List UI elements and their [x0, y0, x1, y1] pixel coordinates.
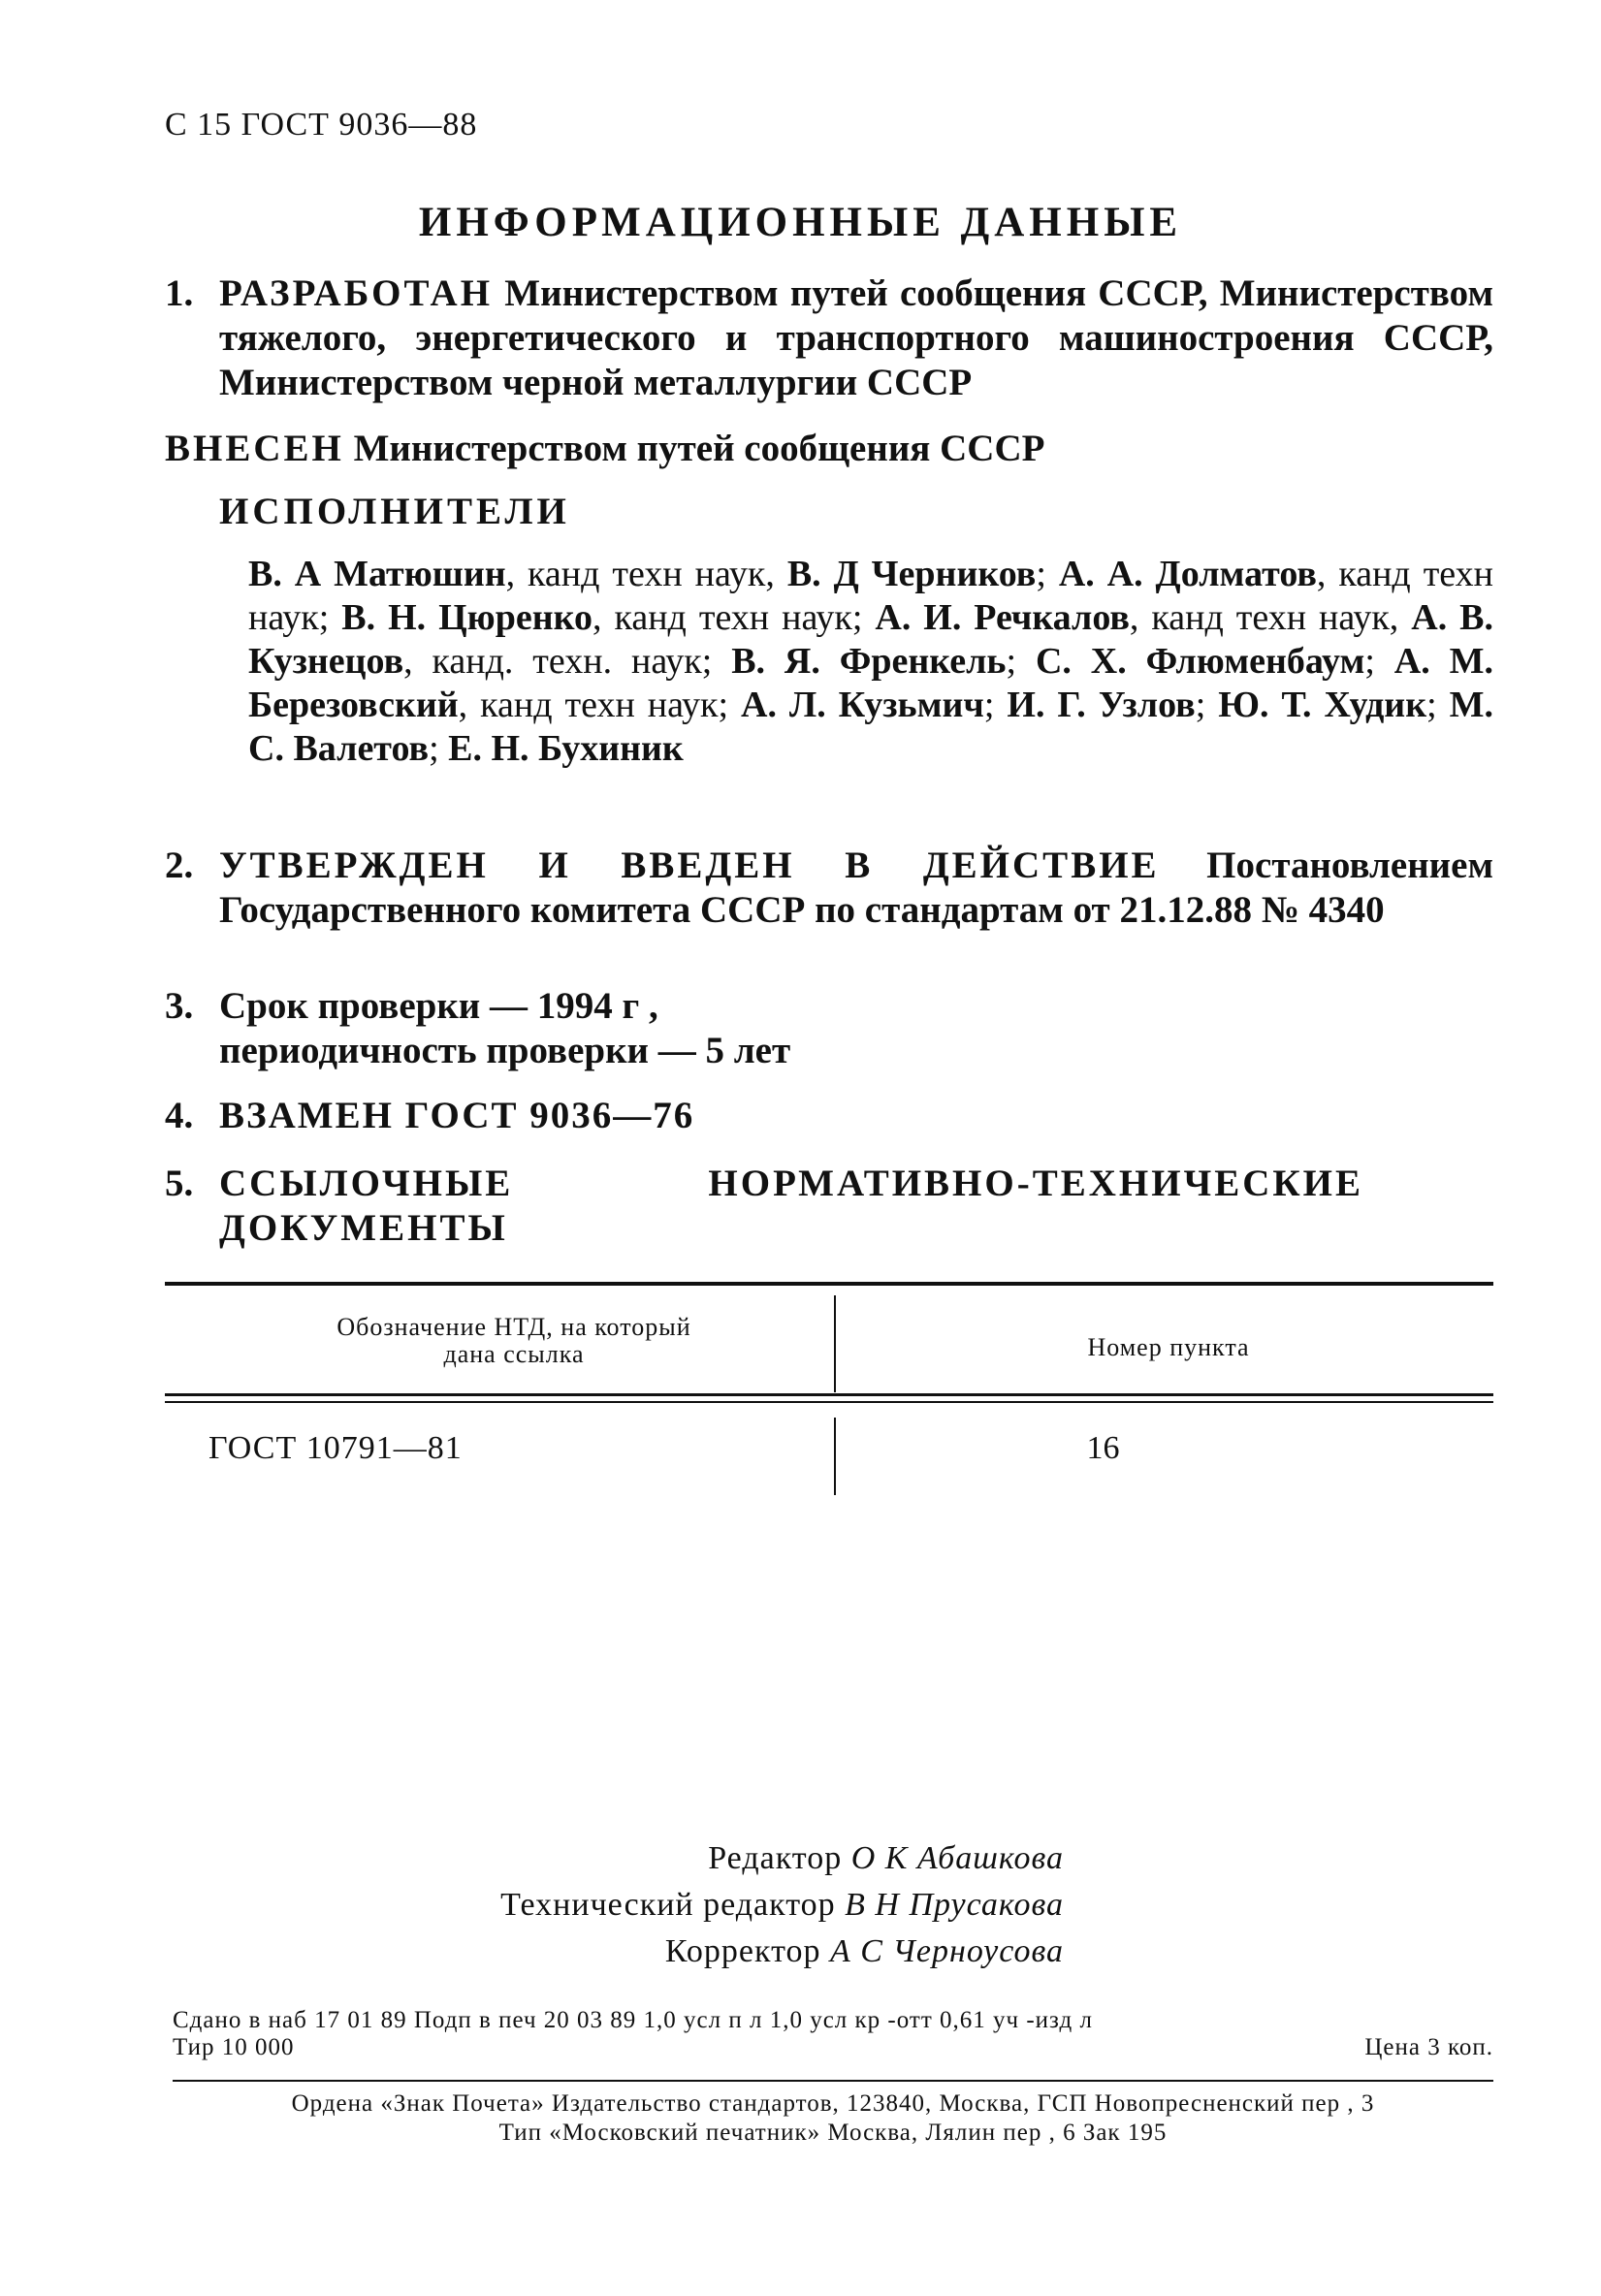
item-approved — [165, 844, 1493, 933]
performer-name: А. М. Березовский — [248, 641, 1493, 725]
header-line: дана ссылка — [443, 1340, 585, 1368]
performer-name: А. В. Кузнецов — [248, 597, 1494, 682]
review-period: периодичность проверки — 5 лет — [219, 1030, 791, 1071]
performer-degree: ; — [1036, 554, 1059, 594]
performer-degree: , канд техн наук; — [248, 554, 1493, 638]
item-number: 4. — [165, 1095, 194, 1136]
performer-name: А. И. Речкалов — [875, 597, 1130, 638]
performer-degree: , канд техн наук; — [458, 685, 741, 725]
staff-name: О К Абашкова — [850, 1840, 1064, 1876]
table-top-rule — [165, 1282, 1493, 1286]
review-date: Срок проверки — 1994 г , — [219, 985, 658, 1027]
performer-name: Е. Н. Бухиник — [448, 728, 684, 769]
item-text: Министерством путей сообщения СССР, Министерством тяжелого, энергетического и транспортного машиностроения СССР, Министерством черной металлургии СССР — [219, 272, 1494, 403]
performer-degree: , канд техн наук; — [592, 597, 876, 638]
staff-role: Корректор — [664, 1933, 821, 1969]
performer-degree: , канд техн наук, — [505, 554, 787, 594]
imprint-circulation: Тир 10 000 — [173, 2034, 295, 2060]
performer-name: И. Г. Узлов — [1007, 685, 1196, 725]
table-column-divider — [834, 1295, 836, 1392]
item-developed — [165, 271, 1493, 405]
performer-degree: , канд техн наук, — [1129, 597, 1412, 638]
performer-name: А. А. Долматов — [1058, 554, 1317, 594]
performer-degree: ; — [429, 728, 449, 769]
item-lead: ВНЕСЕН — [165, 428, 344, 469]
performer-name: М. С. Валетов — [248, 685, 1494, 769]
staff-role: Редактор — [708, 1840, 843, 1876]
page-header: С 15 ГОСТ 9036—88 — [165, 107, 478, 143]
performer-name: В. Д Черников — [786, 554, 1037, 594]
imprint-details — [173, 2007, 1493, 2061]
staff-editor — [0, 1835, 1064, 1882]
page-title: ИНФОРМАЦИОННЫЕ ДАННЫЕ — [418, 200, 1183, 245]
performer-name: А. Л. Кузьмич — [741, 685, 984, 725]
header-line: Обозначение НТД, на который — [336, 1313, 691, 1341]
performers-heading: ИСПОЛНИТЕЛИ — [219, 491, 570, 532]
performer-degree: ; — [1426, 685, 1450, 725]
item-number: 1. — [165, 272, 194, 314]
item-references — [165, 1162, 1493, 1251]
staff-name: А С Черноусова — [829, 1933, 1064, 1969]
item-number: 2. — [165, 845, 194, 886]
imprint-line: Сдано в наб 17 01 89 Подп в печ 20 03 89 1,0 усл п л 1,0 усл кр -отт 0,61 уч -изд л — [173, 2007, 1093, 2033]
table-header-document — [242, 1314, 785, 1368]
performer-name: В. А Матюшин — [248, 554, 506, 594]
item-replaces — [165, 1094, 1493, 1138]
performer-degree: ; — [1364, 641, 1394, 682]
staff-name: В Н Прусакова — [845, 1887, 1064, 1923]
performer-name: В. Я. Френкель — [731, 641, 1007, 682]
item-number: 5. — [165, 1163, 194, 1204]
item-review — [165, 984, 1493, 1073]
performer-degree: ; — [1006, 641, 1036, 682]
item-submitted — [165, 427, 1044, 471]
item-number: 3. — [165, 985, 194, 1027]
table-cell-document: ГОСТ 10791—81 — [208, 1430, 463, 1466]
performer-degree: ; — [1195, 685, 1219, 725]
staff-role: Технический редактор — [500, 1887, 836, 1923]
table-header-rule — [165, 1393, 1493, 1396]
table-header-rule — [165, 1401, 1493, 1403]
table-header-clause: Номер пункта — [1087, 1333, 1250, 1361]
imprint-separator — [173, 2080, 1493, 2082]
performer-name: С. Х. Флюменбаум — [1035, 641, 1365, 682]
staff-technical-editor — [0, 1882, 1064, 1929]
press-line: Ордена «Знак Почета» Издательство стандартов, 123840, Москва, ГСП Новопресненский пер , 3 — [291, 2090, 1375, 2117]
performers-list — [248, 553, 1493, 771]
table-column-divider — [834, 1418, 836, 1495]
item-text: ССЫЛОЧНЫЕ НОРМАТИВНО-ТЕХНИЧЕСКИЕ ДОКУМЕНТЫ — [219, 1163, 1363, 1249]
staff-proofreader — [0, 1929, 1064, 1975]
table-cell-clause: 16 — [1086, 1430, 1120, 1466]
printing-house — [173, 2089, 1493, 2148]
item-text: ВЗАМЕН ГОСТ 9036—76 — [219, 1095, 695, 1136]
performer-degree: , канд. техн. наук; — [403, 641, 732, 682]
imprint-price: Цена 3 коп. — [1364, 2034, 1493, 2060]
item-text: Постановлением Государственного комитета СССР по стандартам от 21.12.88 № 4340 — [219, 845, 1494, 931]
press-line: Тип «Московский печатник» Москва, Лялин пер , 6 Зак 195 — [498, 2120, 1168, 2146]
performer-name: В. Н. Цюренко — [341, 597, 592, 638]
item-text: Министерством путей сообщения СССР — [353, 428, 1045, 469]
performer-name: Ю. Т. Худик — [1218, 685, 1427, 725]
item-lead: РАЗРАБОТАН — [219, 272, 494, 314]
performer-degree: ; — [983, 685, 1008, 725]
item-lead: УТВЕРЖДЕН И ВВЕДЕН В ДЕЙСТВИЕ — [219, 845, 1160, 886]
